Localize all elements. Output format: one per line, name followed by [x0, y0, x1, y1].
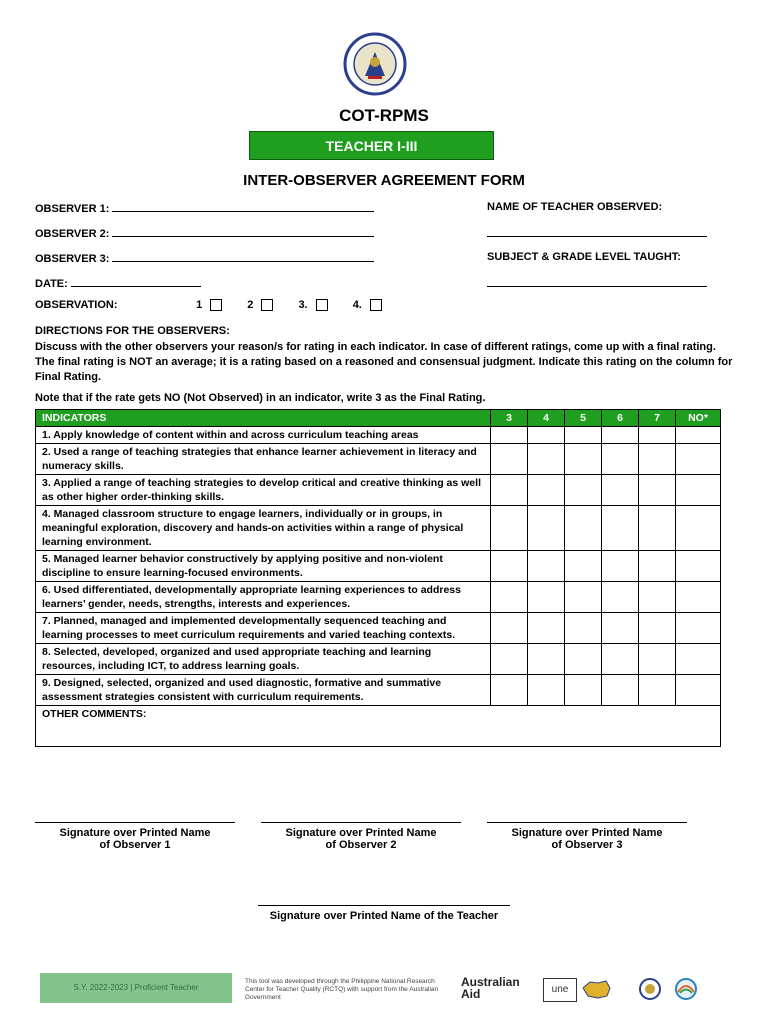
rating-col-6: 6: [602, 410, 639, 427]
observer3-label: OBSERVER 3:: [35, 253, 110, 265]
directions-body: Discuss with the other observers your reason/s for rating in each indicator. In case of different ratings, come up with a final rating. The final rating is NOT an average; it is a rating based on a reasoned and consensual judgment. Indicate this rating on the column for Final Rating.: [35, 341, 733, 383]
observer2-field[interactable]: [35, 226, 374, 240]
teacher-level-badge: TEACHER I-III: [249, 131, 494, 160]
footer-note: This tool was developed through the Philippine National Research Center for Teacher Quality (RCTQ) with support from the Australian Government: [245, 978, 439, 1001]
indicator-text: 1. Apply knowledge of content within and across curriculum teaching areas: [36, 427, 491, 444]
footer-band: S.Y. 2022-2023 | Proficient Teacher: [40, 973, 232, 1003]
rating-col-no: NO*: [676, 410, 721, 427]
indicator-text: 3. Applied a range of teaching strategies to develop critical and creative thinking as well as other higher order-thinking skills.: [36, 475, 491, 506]
rating-cell[interactable]: [528, 551, 565, 582]
rating-cell[interactable]: [491, 475, 528, 506]
rating-cell[interactable]: [565, 582, 602, 613]
observation-option-4[interactable]: 4.: [353, 299, 382, 311]
teacher-name-field[interactable]: [487, 226, 707, 240]
rating-cell[interactable]: [639, 475, 676, 506]
directions-note: Note that if the rate gets NO (Not Observed) in an indicator, write 3 as the Final Rating.: [35, 392, 486, 404]
rating-cell[interactable]: [565, 551, 602, 582]
signature-label: Signature over Printed Name: [59, 827, 211, 839]
rating-cell[interactable]: [676, 444, 721, 475]
une-logo: une: [543, 978, 577, 1002]
signature-label: Signature over Printed Name: [511, 827, 663, 839]
table-row: [36, 475, 721, 506]
rating-cell[interactable]: [676, 475, 721, 506]
rating-cell[interactable]: [676, 582, 721, 613]
rating-cell[interactable]: [602, 475, 639, 506]
rating-cell[interactable]: [602, 444, 639, 475]
signature-line[interactable]: [261, 822, 461, 823]
rating-cell[interactable]: [676, 551, 721, 582]
directions-heading: DIRECTIONS FOR THE OBSERVERS:: [35, 325, 230, 337]
rating-cell[interactable]: [676, 427, 721, 444]
rating-cell[interactable]: [528, 427, 565, 444]
australian-aid-logo: [461, 976, 520, 1000]
checkbox-3[interactable]: [316, 299, 328, 311]
indicators-table: [35, 409, 721, 747]
indicator-text: 2. Used a range of teaching strategies that enhance learner achievement in literacy and numeracy skills.: [36, 444, 491, 475]
deped-seal-small-logo: [634, 978, 666, 1000]
rating-cell[interactable]: [602, 644, 639, 675]
rating-cell[interactable]: [528, 644, 565, 675]
teacher-name-label: NAME OF TEACHER OBSERVED:: [487, 201, 663, 213]
rctq-logo: [670, 978, 702, 1000]
rating-cell[interactable]: [676, 506, 721, 551]
rating-cell[interactable]: [602, 551, 639, 582]
table-row: [36, 675, 721, 706]
rating-cell[interactable]: [491, 506, 528, 551]
rating-cell[interactable]: [528, 675, 565, 706]
checkbox-4[interactable]: [370, 299, 382, 311]
signature-sublabel: of Observer 3: [551, 839, 623, 851]
indicator-text: 9. Designed, selected, organized and used diagnostic, formative and summative assessment strategies consistent with curriculum requirements.: [36, 675, 491, 706]
rating-cell[interactable]: [639, 675, 676, 706]
rating-cell[interactable]: [491, 675, 528, 706]
rating-cell[interactable]: [491, 551, 528, 582]
rating-cell[interactable]: [565, 506, 602, 551]
australia-map-logo: [580, 978, 612, 1000]
indicator-text: 6. Used differentiated, developmentally appropriate learning experiences to address learners’ gender, needs, strengths, interests and experiences.: [36, 582, 491, 613]
rating-cell[interactable]: [676, 675, 721, 706]
observation-field: [35, 299, 404, 311]
subject-grade-field[interactable]: [487, 276, 707, 290]
date-field[interactable]: [35, 276, 201, 290]
observer3-line[interactable]: [112, 251, 374, 262]
rating-cell[interactable]: [565, 475, 602, 506]
rating-col-4: 4: [528, 410, 565, 427]
signature-observer3: [487, 822, 687, 851]
date-line[interactable]: [71, 276, 201, 287]
rating-cell[interactable]: [676, 644, 721, 675]
observer1-field[interactable]: [35, 201, 374, 215]
rating-cell[interactable]: [602, 506, 639, 551]
other-comments-cell[interactable]: OTHER COMMENTS:: [36, 706, 721, 747]
signature-observer2: [261, 822, 461, 851]
signature-teacher: [258, 905, 510, 922]
rating-cell[interactable]: [565, 675, 602, 706]
table-row: [36, 427, 721, 444]
rating-cell[interactable]: [639, 427, 676, 444]
observer2-line[interactable]: [112, 226, 374, 237]
rating-cell[interactable]: [491, 613, 528, 644]
observer3-field[interactable]: [35, 251, 374, 265]
rating-cell[interactable]: [565, 427, 602, 444]
indicator-text: 8. Selected, developed, organized and used appropriate teaching and learning resources, including ICT, to address learning goals.: [36, 644, 491, 675]
signature-sublabel: of Observer 2: [325, 839, 397, 851]
observation-option-1[interactable]: 1: [196, 299, 222, 311]
observation-option-3[interactable]: 3.: [298, 299, 327, 311]
rating-cell[interactable]: [639, 506, 676, 551]
table-row: [36, 506, 721, 551]
observer2-label: OBSERVER 2:: [35, 228, 110, 240]
signature-sublabel: of Observer 1: [99, 839, 171, 851]
date-label: DATE:: [35, 278, 68, 290]
rating-cell[interactable]: [639, 582, 676, 613]
teacher-name-line[interactable]: [487, 226, 707, 237]
rating-cell[interactable]: [602, 675, 639, 706]
rating-cell[interactable]: [528, 444, 565, 475]
observer1-label: OBSERVER 1:: [35, 203, 110, 215]
rating-cell[interactable]: [639, 613, 676, 644]
aus-line2: Aid: [461, 987, 481, 1001]
indicator-text: 5. Managed learner behavior constructively by applying positive and non-violent discipline to ensure learning-focused environments.: [36, 551, 491, 582]
aus-line1: Australian: [461, 975, 520, 989]
rating-cell[interactable]: [491, 427, 528, 444]
signature-line[interactable]: [487, 822, 687, 823]
observation-label: OBSERVATION:: [35, 299, 118, 311]
checkbox-2[interactable]: [261, 299, 273, 311]
table-row: [36, 644, 721, 675]
indicator-text: 7. Planned, managed and implemented developmentally sequenced teaching and learning processes to meet curriculum requirements and varied teaching contexts.: [36, 613, 491, 644]
table-header-row: [36, 410, 721, 427]
deped-seal-logo: [335, 32, 415, 96]
rating-cell[interactable]: [565, 444, 602, 475]
checkbox-1[interactable]: [210, 299, 222, 311]
rating-cell[interactable]: [602, 613, 639, 644]
indicators-header: INDICATORS: [36, 410, 491, 427]
rating-cell[interactable]: [639, 644, 676, 675]
rating-cell[interactable]: [602, 582, 639, 613]
table-row: [36, 613, 721, 644]
rating-cell[interactable]: [528, 613, 565, 644]
form-title: INTER-OBSERVER AGREEMENT FORM: [243, 172, 525, 189]
rating-cell[interactable]: [639, 444, 676, 475]
rating-cell[interactable]: [602, 427, 639, 444]
observer1-line[interactable]: [112, 201, 374, 212]
rating-cell[interactable]: [491, 444, 528, 475]
rating-cell[interactable]: [528, 582, 565, 613]
rating-cell[interactable]: [528, 506, 565, 551]
rating-cell[interactable]: [676, 613, 721, 644]
rating-cell[interactable]: [491, 582, 528, 613]
page-title: COT-RPMS: [339, 106, 429, 125]
table-row: [36, 582, 721, 613]
signature-line[interactable]: [258, 905, 510, 906]
rating-col-5: 5: [565, 410, 602, 427]
signature-line[interactable]: [35, 822, 235, 823]
rating-cell[interactable]: [491, 644, 528, 675]
indicator-text: 4. Managed classroom structure to engage learners, individually or in groups, in meaningful exploration, discovery and hands-on activities within a range of physical learning environment.: [36, 506, 491, 551]
rating-cell[interactable]: [565, 644, 602, 675]
rating-cell[interactable]: [639, 551, 676, 582]
signature-observer1: [35, 822, 235, 851]
other-comments-row[interactable]: [36, 706, 721, 747]
rating-cell[interactable]: [565, 613, 602, 644]
subject-grade-label: SUBJECT & GRADE LEVEL TAUGHT:: [487, 251, 681, 263]
signature-label: Signature over Printed Name: [285, 827, 437, 839]
table-row: [36, 444, 721, 475]
rating-col-3: 3: [491, 410, 528, 427]
subject-grade-line[interactable]: [487, 276, 707, 287]
rating-cell[interactable]: [528, 475, 565, 506]
observation-option-2[interactable]: 2: [247, 299, 273, 311]
rating-col-7: 7: [639, 410, 676, 427]
signature-label: Signature over Printed Name of the Teacher: [269, 910, 499, 922]
table-row: [36, 551, 721, 582]
